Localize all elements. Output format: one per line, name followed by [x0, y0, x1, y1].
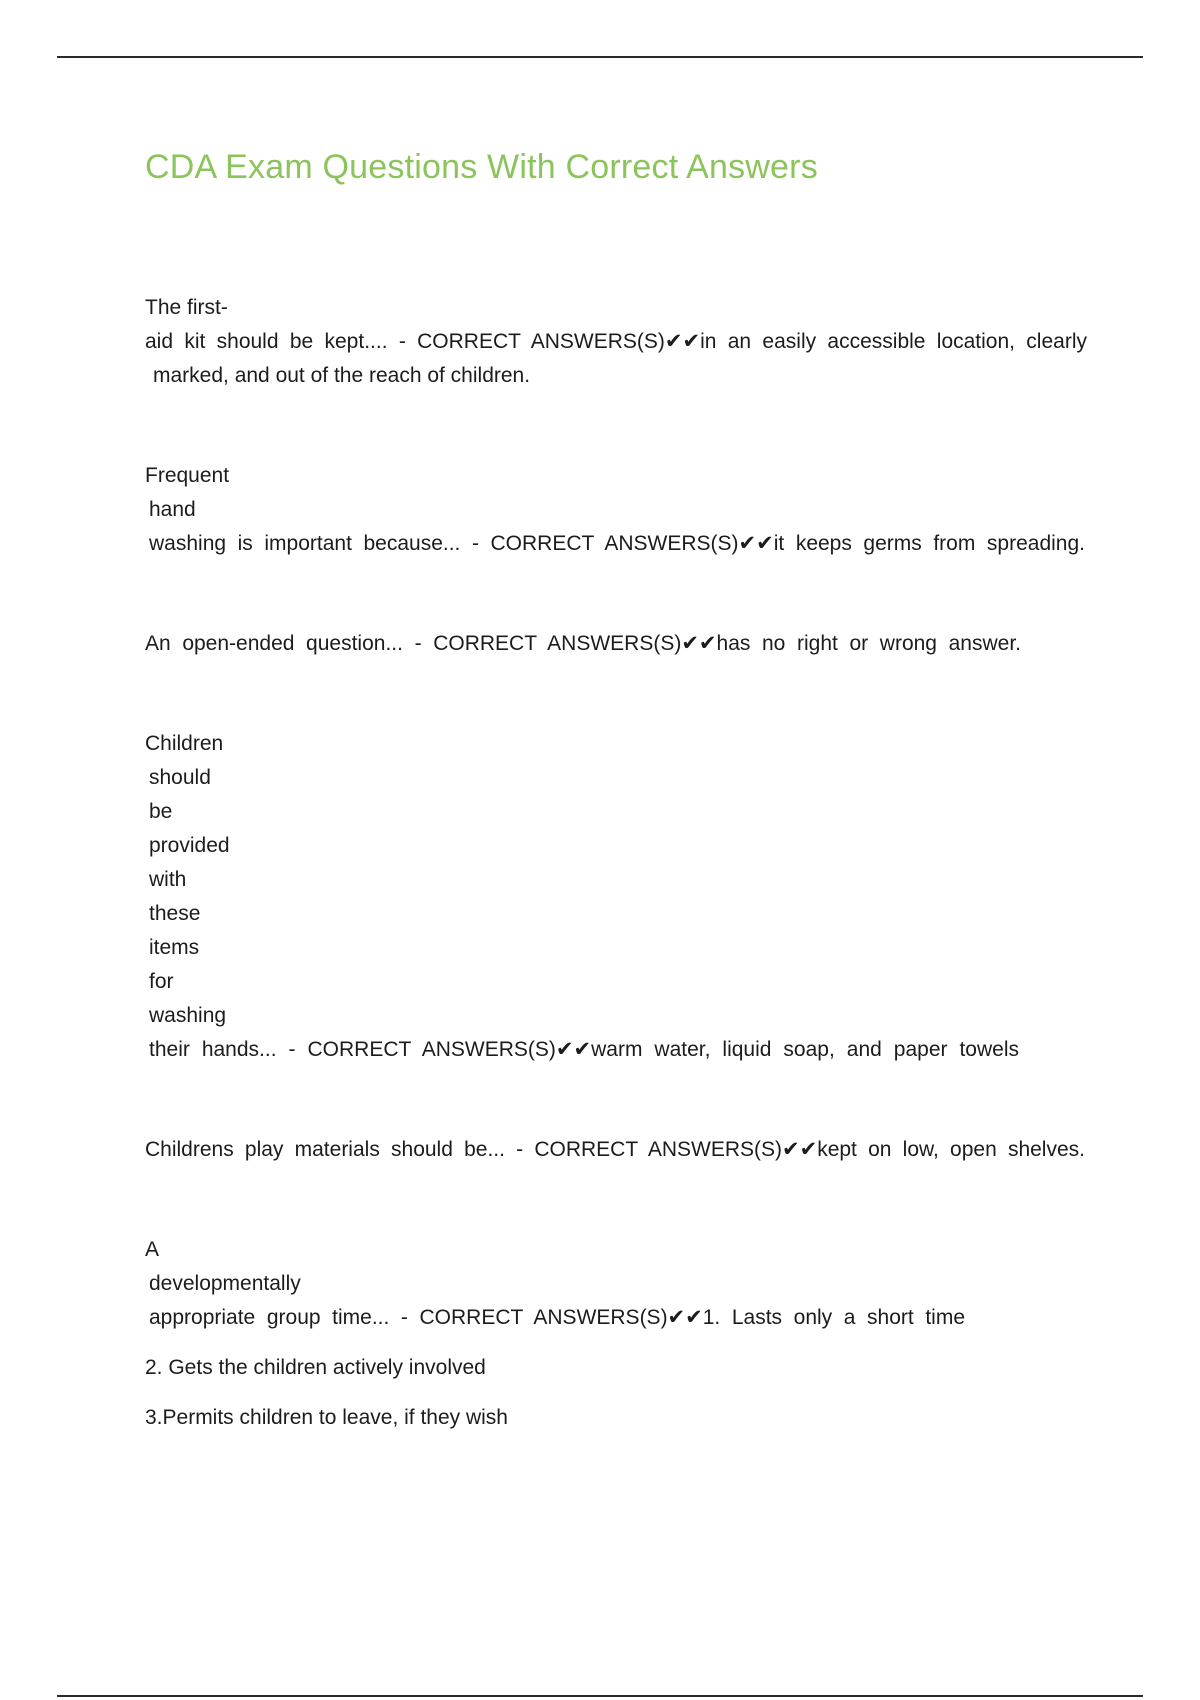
qa-6-line-1: A — [145, 1238, 160, 1261]
qa-2-line-3: washing is important because... - CORRECT ANSWERS(S)✔✔it keeps germs from spreading. — [149, 532, 1085, 555]
qa-4-line-3: be — [149, 800, 173, 823]
footer-rule — [57, 1695, 1143, 1697]
qa-4-line-4: provided — [149, 834, 230, 857]
qa-6-line-5: 3.Permits children to leave, if they wish — [145, 1406, 508, 1429]
qa-6-line-3: appropriate group time... - CORRECT ANSWERS(S)✔✔1. Lasts only a short time — [149, 1306, 965, 1329]
qa-4-line-6: these — [149, 902, 201, 925]
qa-4-line-5: with — [149, 868, 187, 891]
qa-1-line-1: The first- — [145, 296, 228, 319]
qa-5-line-1: Childrens play materials should be... - CORRECT ANSWERS(S)✔✔kept on low, open shelves. — [145, 1138, 1085, 1161]
qa-1-line-3: marked, and out of the reach of children. — [153, 364, 531, 387]
qa-4-line-2: should — [149, 766, 211, 789]
qa-6-line-4: 2. Gets the children actively involved — [145, 1356, 486, 1379]
qa-6-line-2: developmentally — [149, 1272, 301, 1295]
qa-4-line-10: their hands... - CORRECT ANSWERS(S)✔✔warm water, liquid soap, and paper towels — [149, 1038, 1019, 1061]
qa-4-line-8: for — [149, 970, 174, 993]
qa-4-line-1: Children — [145, 732, 224, 755]
qa-4-line-7: items — [149, 936, 200, 959]
qa-3-line-1: An open-ended question... - CORRECT ANSWERS(S)✔✔has no right or wrong answer. — [145, 632, 1021, 655]
qa-2-line-1: Frequent — [145, 464, 230, 487]
qa-4-line-9: washing — [149, 1004, 227, 1027]
qa-1-line-2: aid kit should be kept.... - CORRECT ANSWERS(S)✔✔in an easily accessible location, clearly — [145, 330, 1087, 353]
document-title: CDA Exam Questions With Correct Answers — [145, 148, 818, 186]
header-rule — [57, 56, 1143, 58]
qa-2-line-2: hand — [149, 498, 196, 521]
